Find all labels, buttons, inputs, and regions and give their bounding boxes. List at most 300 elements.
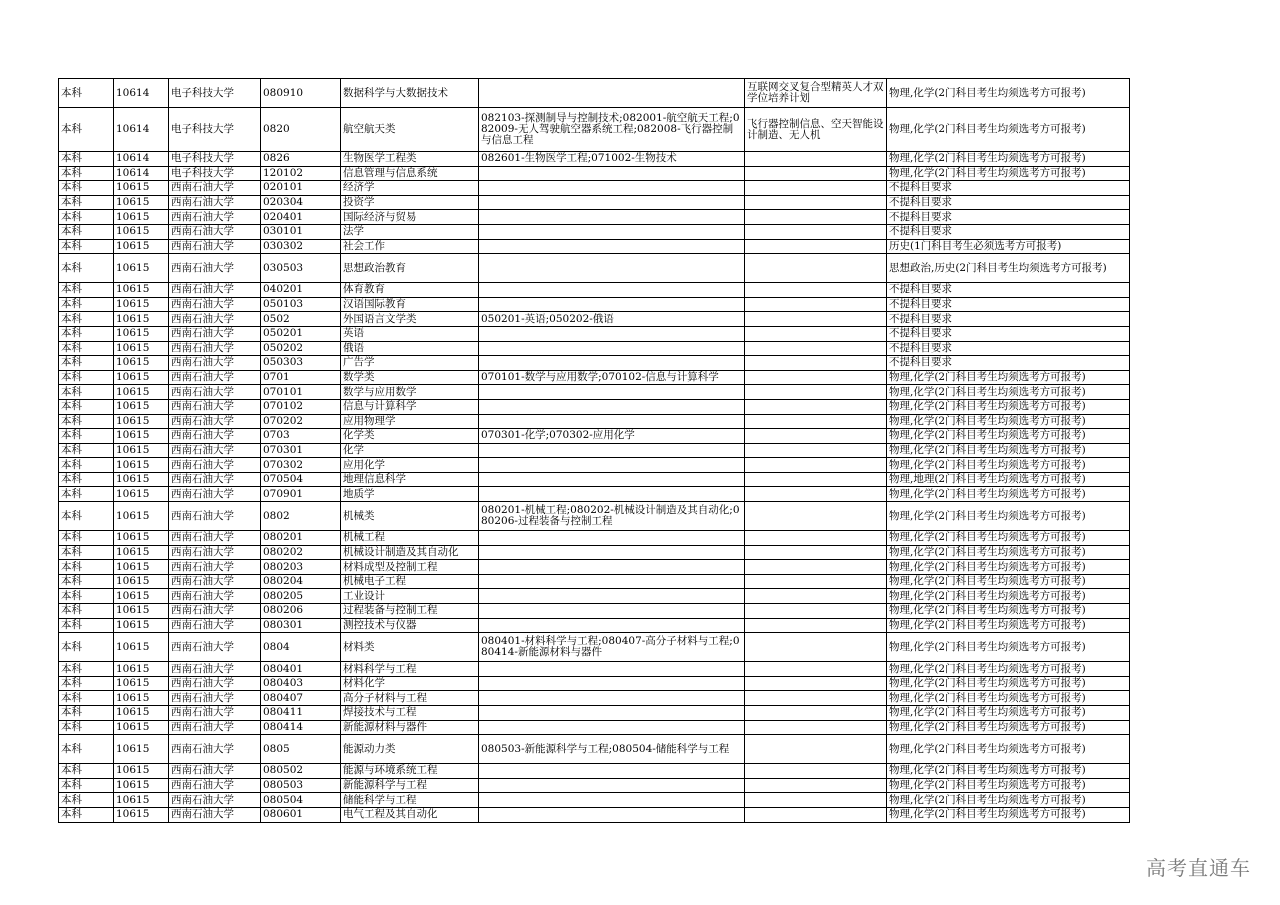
level-cell: 本科 [59,735,114,764]
major-name-cell: 化学 [341,443,479,458]
school-code-cell: 10615 [114,487,169,502]
note-cell [745,399,887,414]
level-cell: 本科 [59,79,114,108]
subject-requirement-cell: 物理,化学(2门科目考生均须选考方可报考) [887,458,1130,473]
major-name-cell: 数学类 [341,370,479,385]
included-majors-cell [479,545,745,560]
school-name-cell: 西南石油大学 [169,676,261,691]
subject-requirement-cell: 物理,化学(2门科目考生均须选考方可报考) [887,720,1130,735]
level-cell: 本科 [59,502,114,531]
level-cell: 本科 [59,691,114,706]
major-name-cell: 数据科学与大数据技术 [341,79,479,108]
major-name-cell: 材料科学与工程 [341,662,479,677]
included-majors-cell: 082601-生物医学工程;071002-生物技术 [479,152,745,167]
included-majors-cell [479,720,745,735]
school-name-cell: 西南石油大学 [169,181,261,196]
school-name-cell: 西南石油大学 [169,326,261,341]
major-name-cell: 社会工作 [341,239,479,254]
table-row [59,356,1130,371]
level-cell: 本科 [59,560,114,575]
level-cell: 本科 [59,195,114,210]
note-cell [745,778,887,793]
major-code-cell: 030302 [261,239,341,254]
major-code-cell: 070101 [261,385,341,400]
major-name-cell: 国际经济与贸易 [341,210,479,225]
table-row [59,414,1130,429]
table-row [59,210,1130,225]
major-name-cell: 机械电子工程 [341,574,479,589]
major-name-cell: 过程装备与控制工程 [341,604,479,619]
major-code-cell: 080502 [261,764,341,779]
level-cell: 本科 [59,662,114,677]
included-majors-cell [479,764,745,779]
school-name-cell: 西南石油大学 [169,531,261,546]
level-cell: 本科 [59,429,114,444]
included-majors-cell [479,166,745,181]
major-name-cell: 新能源材料与器件 [341,720,479,735]
note-cell [745,618,887,633]
school-code-cell: 10615 [114,545,169,560]
note-cell [745,793,887,808]
table-row [59,370,1130,385]
level-cell: 本科 [59,706,114,721]
table-row [59,764,1130,779]
table-row [59,443,1130,458]
school-name-cell: 西南石油大学 [169,545,261,560]
school-code-cell: 10615 [114,414,169,429]
school-name-cell: 西南石油大学 [169,764,261,779]
school-name-cell: 西南石油大学 [169,399,261,414]
level-cell: 本科 [59,181,114,196]
major-name-cell: 机械设计制造及其自动化 [341,545,479,560]
major-code-cell: 050201 [261,326,341,341]
level-cell: 本科 [59,589,114,604]
school-code-cell: 10615 [114,662,169,677]
level-cell: 本科 [59,210,114,225]
included-majors-cell [479,589,745,604]
level-cell: 本科 [59,385,114,400]
major-name-cell: 化学类 [341,429,479,444]
subject-requirement-cell: 不提科目要求 [887,195,1130,210]
major-code-cell: 070302 [261,458,341,473]
note-cell [745,414,887,429]
school-name-cell: 西南石油大学 [169,662,261,677]
subject-requirement-cell: 物理,化学(2门科目考生均须选考方可报考) [887,633,1130,662]
note-cell [745,239,887,254]
school-code-cell: 10615 [114,502,169,531]
major-code-cell: 080403 [261,676,341,691]
school-code-cell: 10615 [114,793,169,808]
table-row [59,778,1130,793]
table-row [59,239,1130,254]
note-cell [745,604,887,619]
major-name-cell: 体育教育 [341,283,479,298]
major-name-cell: 俄语 [341,341,479,356]
subject-requirement-cell: 不提科目要求 [887,224,1130,239]
table-row [59,108,1130,152]
included-majors-cell [479,807,745,822]
school-name-cell: 西南石油大学 [169,618,261,633]
note-cell [745,443,887,458]
major-code-cell: 070504 [261,472,341,487]
level-cell: 本科 [59,399,114,414]
table-row [59,574,1130,589]
level-cell: 本科 [59,326,114,341]
school-code-cell: 10615 [114,531,169,546]
level-cell: 本科 [59,720,114,735]
included-majors-cell [479,443,745,458]
major-name-cell: 应用物理学 [341,414,479,429]
school-code-cell: 10615 [114,181,169,196]
school-name-cell: 西南石油大学 [169,429,261,444]
major-code-cell: 050303 [261,356,341,371]
level-cell: 本科 [59,414,114,429]
table-body [59,79,1130,823]
table-row [59,531,1130,546]
included-majors-cell [479,210,745,225]
note-cell [745,574,887,589]
subject-requirement-table [58,78,1130,823]
included-majors-cell [479,604,745,619]
school-code-cell: 10615 [114,356,169,371]
school-code-cell: 10615 [114,429,169,444]
major-name-cell: 数学与应用数学 [341,385,479,400]
school-code-cell: 10615 [114,399,169,414]
school-code-cell: 10615 [114,370,169,385]
subject-requirement-cell: 历史(1门科目考生必须选考方可报考) [887,239,1130,254]
note-cell [745,181,887,196]
level-cell: 本科 [59,108,114,152]
major-name-cell: 经济学 [341,181,479,196]
subject-requirement-cell: 物理,化学(2门科目考生均须选考方可报考) [887,604,1130,619]
table-row [59,181,1130,196]
major-code-cell: 0804 [261,633,341,662]
subject-requirement-cell: 物理,化学(2门科目考生均须选考方可报考) [887,152,1130,167]
included-majors-cell [479,297,745,312]
table-row [59,676,1130,691]
school-code-cell: 10615 [114,254,169,283]
major-name-cell: 机械工程 [341,531,479,546]
major-code-cell: 080206 [261,604,341,619]
note-cell [745,195,887,210]
major-code-cell: 070901 [261,487,341,502]
school-name-cell: 西南石油大学 [169,239,261,254]
subject-requirement-cell: 不提科目要求 [887,210,1130,225]
school-code-cell: 10615 [114,706,169,721]
major-name-cell: 信息管理与信息系统 [341,166,479,181]
subject-requirement-cell: 物理,化学(2门科目考生均须选考方可报考) [887,545,1130,560]
table-row [59,152,1130,167]
note-cell [745,502,887,531]
school-name-cell: 西南石油大学 [169,807,261,822]
note-cell: 飞行器控制信息、空天智能设计制造、无人机 [745,108,887,152]
major-code-cell: 0502 [261,312,341,327]
school-name-cell: 西南石油大学 [169,574,261,589]
major-name-cell: 生物医学工程类 [341,152,479,167]
included-majors-cell [479,254,745,283]
major-code-cell: 080203 [261,560,341,575]
major-name-cell: 机械类 [341,502,479,531]
table-row [59,604,1130,619]
subject-requirement-cell: 物理,化学(2门科目考生均须选考方可报考) [887,706,1130,721]
included-majors-cell [479,531,745,546]
level-cell: 本科 [59,239,114,254]
table-row [59,283,1130,298]
major-code-cell: 080202 [261,545,341,560]
included-majors-cell [479,560,745,575]
school-code-cell: 10615 [114,807,169,822]
table-row [59,691,1130,706]
level-cell: 本科 [59,443,114,458]
note-cell [745,487,887,502]
included-majors-cell [479,326,745,341]
level-cell: 本科 [59,618,114,633]
table-row [59,720,1130,735]
note-cell [745,254,887,283]
table-row [59,166,1130,181]
note-cell [745,545,887,560]
subject-requirement-cell: 物理,化学(2门科目考生均须选考方可报考) [887,531,1130,546]
major-code-cell: 030503 [261,254,341,283]
level-cell: 本科 [59,254,114,283]
major-code-cell: 0701 [261,370,341,385]
school-code-cell: 10615 [114,574,169,589]
note-cell [745,720,887,735]
table-row [59,224,1130,239]
watermark-text: 高考直通车 [1146,856,1251,880]
major-code-cell: 0703 [261,429,341,444]
note-cell [745,152,887,167]
school-code-cell: 10615 [114,283,169,298]
level-cell: 本科 [59,224,114,239]
table-row [59,472,1130,487]
note-cell [745,560,887,575]
school-name-cell: 西南石油大学 [169,210,261,225]
table-row [59,429,1130,444]
school-code-cell: 10614 [114,79,169,108]
note-cell [745,224,887,239]
included-majors-cell [479,224,745,239]
included-majors-cell [479,706,745,721]
major-code-cell: 050103 [261,297,341,312]
level-cell: 本科 [59,764,114,779]
major-code-cell: 080910 [261,79,341,108]
subject-requirement-cell: 物理,化学(2门科目考生均须选考方可报考) [887,662,1130,677]
school-name-cell: 西南石油大学 [169,589,261,604]
included-majors-cell [479,793,745,808]
major-code-cell: 0802 [261,502,341,531]
note-cell [745,807,887,822]
level-cell: 本科 [59,341,114,356]
subject-requirement-cell: 不提科目要求 [887,297,1130,312]
table-row [59,79,1130,108]
note-cell [745,458,887,473]
table-row [59,618,1130,633]
level-cell: 本科 [59,574,114,589]
major-code-cell: 080504 [261,793,341,808]
level-cell: 本科 [59,604,114,619]
note-cell [745,283,887,298]
school-name-cell: 西南石油大学 [169,720,261,735]
table-row [59,399,1130,414]
school-code-cell: 10614 [114,166,169,181]
major-name-cell: 投资学 [341,195,479,210]
major-code-cell: 080301 [261,618,341,633]
note-cell [745,531,887,546]
subject-requirement-cell: 物理,化学(2门科目考生均须选考方可报考) [887,793,1130,808]
subject-requirement-cell: 物理,地理(2门科目考生均须选考方可报考) [887,472,1130,487]
major-code-cell: 080204 [261,574,341,589]
note-cell: 互联网交叉复合型精英人才双学位培养计划 [745,79,887,108]
level-cell: 本科 [59,152,114,167]
table-row [59,589,1130,604]
note-cell [745,297,887,312]
included-majors-cell [479,472,745,487]
school-name-cell: 西南石油大学 [169,414,261,429]
table-row [59,341,1130,356]
note-cell [745,676,887,691]
note-cell [745,429,887,444]
subject-requirement-cell: 物理,化学(2门科目考生均须选考方可报考) [887,502,1130,531]
included-majors-cell [479,181,745,196]
school-name-cell: 西南石油大学 [169,297,261,312]
major-code-cell: 120102 [261,166,341,181]
table-row [59,502,1130,531]
table-row [59,487,1130,502]
note-cell [745,312,887,327]
subject-requirement-cell: 思想政治,历史(2门科目考生均须选考方可报考) [887,254,1130,283]
major-name-cell: 材料类 [341,633,479,662]
school-name-cell: 西南石油大学 [169,487,261,502]
table-row [59,793,1130,808]
table-row [59,633,1130,662]
school-name-cell: 西南石油大学 [169,341,261,356]
school-name-cell: 西南石油大学 [169,793,261,808]
subject-requirement-cell: 物理,化学(2门科目考生均须选考方可报考) [887,589,1130,604]
included-majors-cell [479,618,745,633]
table-row [59,560,1130,575]
table-row [59,545,1130,560]
note-cell [745,764,887,779]
table-row [59,326,1130,341]
major-name-cell: 材料成型及控制工程 [341,560,479,575]
school-name-cell: 西南石油大学 [169,370,261,385]
subject-requirement-cell: 物理,化学(2门科目考生均须选考方可报考) [887,399,1130,414]
school-code-cell: 10615 [114,210,169,225]
note-cell [745,691,887,706]
school-name-cell: 西南石油大学 [169,356,261,371]
note-cell [745,356,887,371]
included-majors-cell: 082103-探测制导与控制技术;082001-航空航天工程;082009-无人驾驶航空器系统工程;082008-飞行器控制与信息工程 [479,108,745,152]
included-majors-cell [479,487,745,502]
school-name-cell: 西南石油大学 [169,224,261,239]
level-cell: 本科 [59,458,114,473]
school-name-cell: 西南石油大学 [169,458,261,473]
major-name-cell: 高分子材料与工程 [341,691,479,706]
major-name-cell: 航空航天类 [341,108,479,152]
major-code-cell: 0805 [261,735,341,764]
major-code-cell: 080414 [261,720,341,735]
major-name-cell: 能源与环境系统工程 [341,764,479,779]
table-row [59,312,1130,327]
included-majors-cell [479,399,745,414]
subject-requirement-cell: 物理,化学(2门科目考生均须选考方可报考) [887,778,1130,793]
major-name-cell: 储能科学与工程 [341,793,479,808]
school-code-cell: 10615 [114,778,169,793]
subject-requirement-cell: 物理,化学(2门科目考生均须选考方可报考) [887,735,1130,764]
school-name-cell: 西南石油大学 [169,312,261,327]
school-name-cell: 西南石油大学 [169,254,261,283]
subject-requirement-cell: 物理,化学(2门科目考生均须选考方可报考) [887,79,1130,108]
note-cell [745,735,887,764]
school-code-cell: 10615 [114,195,169,210]
school-code-cell: 10615 [114,341,169,356]
school-code-cell: 10615 [114,560,169,575]
school-code-cell: 10615 [114,239,169,254]
level-cell: 本科 [59,297,114,312]
table-row [59,706,1130,721]
school-code-cell: 10615 [114,472,169,487]
major-name-cell: 电气工程及其自动化 [341,807,479,822]
school-code-cell: 10615 [114,604,169,619]
major-name-cell: 思想政治教育 [341,254,479,283]
school-code-cell: 10615 [114,764,169,779]
school-code-cell: 10615 [114,297,169,312]
major-code-cell: 080401 [261,662,341,677]
school-code-cell: 10615 [114,326,169,341]
note-cell [745,341,887,356]
level-cell: 本科 [59,356,114,371]
major-code-cell: 070102 [261,399,341,414]
included-majors-cell: 050201-英语;050202-俄语 [479,312,745,327]
school-name-cell: 西南石油大学 [169,195,261,210]
level-cell: 本科 [59,370,114,385]
major-name-cell: 地质学 [341,487,479,502]
subject-requirement-cell: 物理,化学(2门科目考生均须选考方可报考) [887,560,1130,575]
major-name-cell: 英语 [341,326,479,341]
major-name-cell: 材料化学 [341,676,479,691]
level-cell: 本科 [59,793,114,808]
included-majors-cell: 070101-数学与应用数学;070102-信息与计算科学 [479,370,745,385]
major-code-cell: 020304 [261,195,341,210]
school-name-cell: 西南石油大学 [169,706,261,721]
included-majors-cell [479,574,745,589]
level-cell: 本科 [59,633,114,662]
included-majors-cell [479,458,745,473]
note-cell [745,633,887,662]
level-cell: 本科 [59,807,114,822]
major-code-cell: 020401 [261,210,341,225]
major-name-cell: 新能源科学与工程 [341,778,479,793]
school-code-cell: 10615 [114,385,169,400]
table-row [59,458,1130,473]
subject-requirement-cell: 物理,化学(2门科目考生均须选考方可报考) [887,108,1130,152]
school-code-cell: 10615 [114,633,169,662]
included-majors-cell [479,239,745,254]
school-code-cell: 10615 [114,312,169,327]
subject-requirement-cell: 不提科目要求 [887,283,1130,298]
subject-requirement-cell: 物理,化学(2门科目考生均须选考方可报考) [887,385,1130,400]
subject-requirement-cell: 物理,化学(2门科目考生均须选考方可报考) [887,676,1130,691]
included-majors-cell: 080201-机械工程;080202-机械设计制造及其自动化;080206-过程装备与控制工程 [479,502,745,531]
table-row [59,254,1130,283]
major-code-cell: 080601 [261,807,341,822]
included-majors-cell [479,79,745,108]
school-code-cell: 10615 [114,691,169,706]
included-majors-cell [479,356,745,371]
included-majors-cell: 080401-材料科学与工程;080407-高分子材料与工程;080414-新能源材料与器件 [479,633,745,662]
table-row [59,807,1130,822]
